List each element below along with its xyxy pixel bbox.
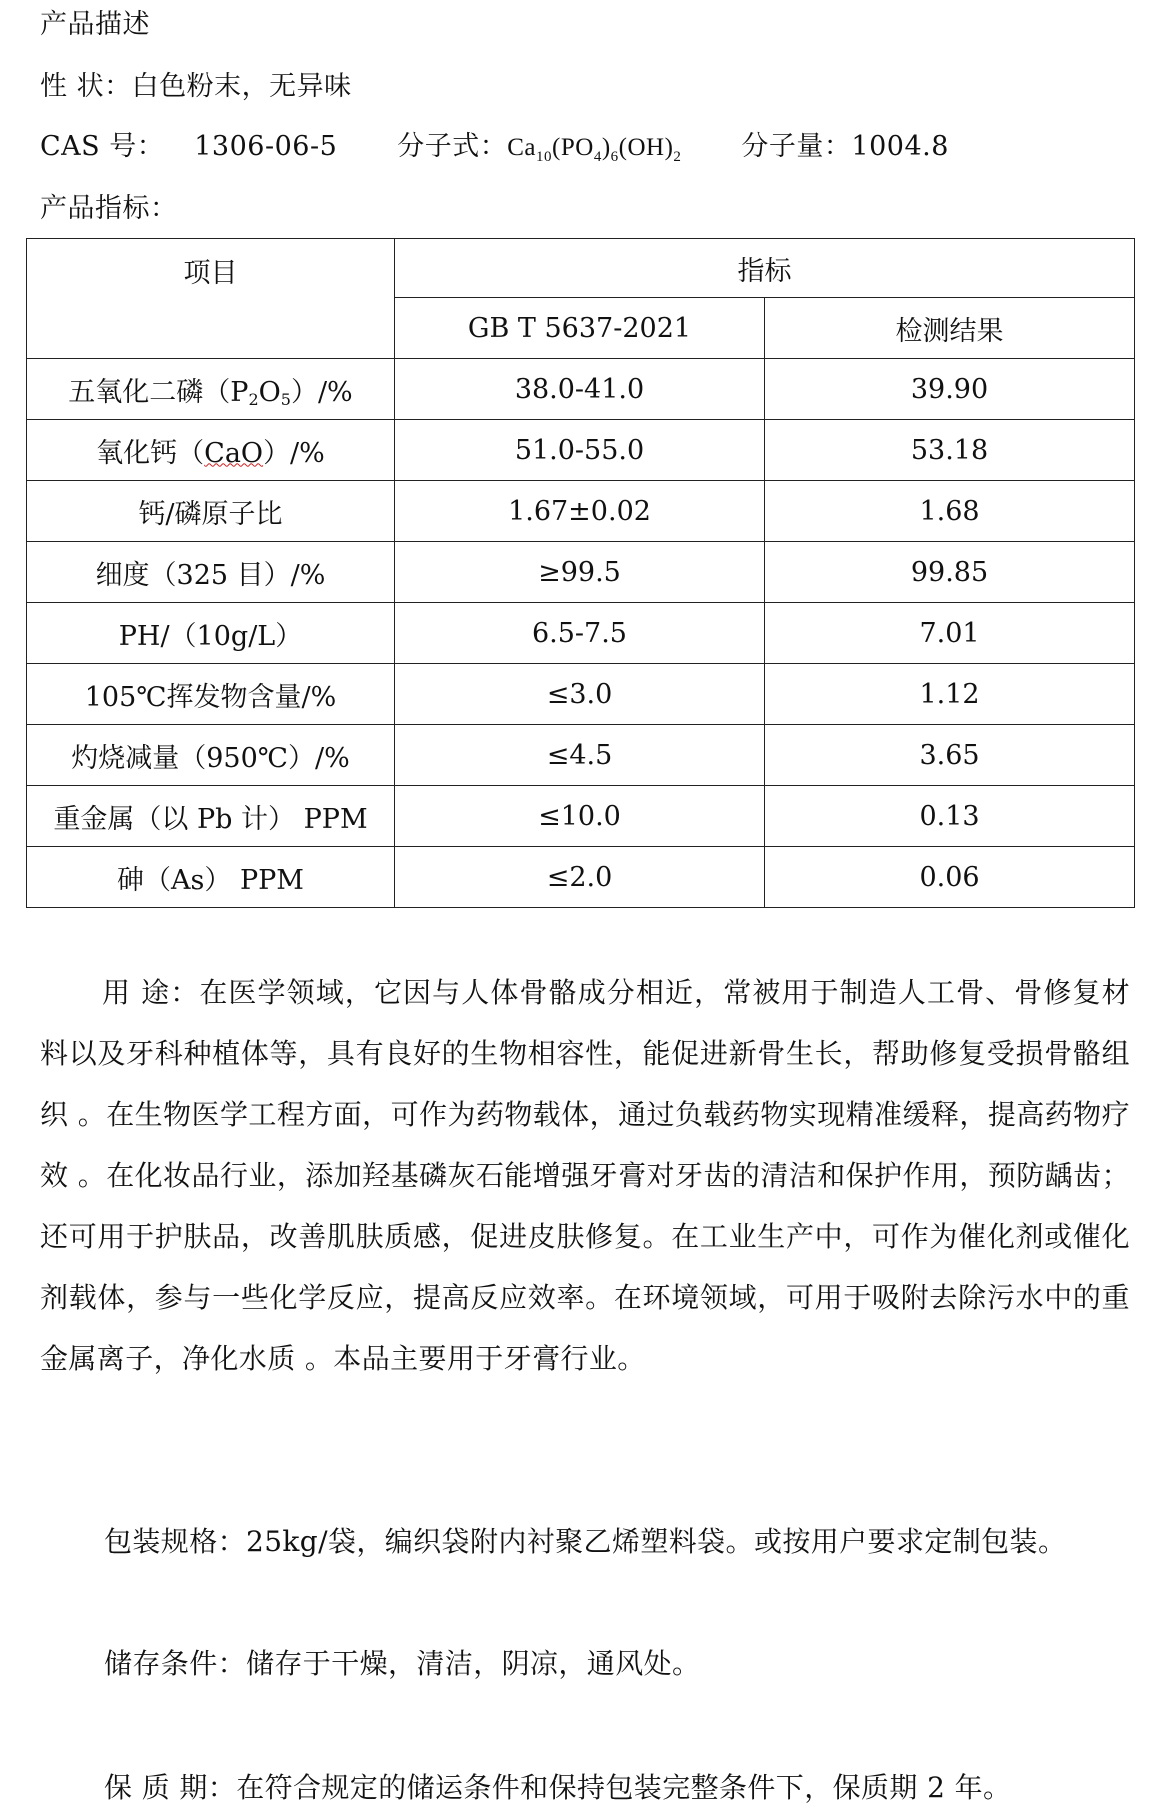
table-row — [27, 603, 1135, 664]
table-row — [27, 725, 1135, 786]
cas-value: 1306-06-5 — [194, 131, 338, 162]
mw-value: 1004.8 — [851, 131, 949, 162]
table-row — [27, 847, 1135, 908]
row-result: 39.90 — [765, 359, 1135, 420]
row-item: PH/（10g/L） — [27, 603, 395, 664]
row-result: 1.12 — [765, 664, 1135, 725]
packaging-line: 包装规格：25kg/袋，编织袋附内衬聚乙烯塑料袋。或按用户要求定制包装。 — [104, 1525, 1067, 1558]
row-item: 钙/磷原子比 — [27, 481, 395, 542]
section-title: 产品描述 — [40, 9, 150, 40]
row-standard: 38.0-41.0 — [395, 359, 765, 420]
row-result: 7.01 — [765, 603, 1135, 664]
row-standard: ≤3.0 — [395, 664, 765, 725]
header-standard: GB T 5637-2021 — [395, 298, 765, 359]
cas-label: CAS 号： — [40, 131, 165, 162]
row-standard: ≤2.0 — [395, 847, 765, 908]
table-row — [27, 542, 1135, 603]
row-item: 重金属（以 Pb 计） PPM — [27, 786, 395, 847]
row-result: 3.65 — [765, 725, 1135, 786]
shelf-life-line: 保 质 期：在符合规定的储运条件和保持包装完整条件下，保质期 2 年。 — [104, 1771, 1012, 1804]
row-standard: ≥99.5 — [395, 542, 765, 603]
row-standard: 1.67±0.02 — [395, 481, 765, 542]
header-index: 指标 — [395, 239, 1135, 298]
row-result: 0.13 — [765, 786, 1135, 847]
molecular-formula: $Ca_{10}(PO_4)_6(OH)_2$ — [507, 134, 682, 165]
row-item: 五氧化二磷$(P_2O_5)/\%$ — [27, 359, 395, 420]
row-result: 99.85 — [765, 542, 1135, 603]
row-result: 53.18 — [765, 420, 1135, 481]
table-row — [27, 664, 1135, 725]
identity-line — [40, 130, 949, 174]
row-standard: 6.5-7.5 — [395, 603, 765, 664]
row-item: 氧化钙（CaO）/% — [27, 420, 395, 481]
row-result: 0.06 — [765, 847, 1135, 908]
row-standard: ≤4.5 — [395, 725, 765, 786]
header-item: 项目 — [27, 239, 395, 359]
table-row — [27, 420, 1135, 481]
header-result: 检测结果 — [765, 298, 1135, 359]
table-row — [27, 786, 1135, 847]
table-row — [27, 359, 1135, 420]
row-item: 砷（As） PPM — [27, 847, 395, 908]
row-standard: 51.0-55.0 — [395, 420, 765, 481]
table-row — [27, 481, 1135, 542]
row-standard: ≤10.0 — [395, 786, 765, 847]
spec-table — [26, 238, 1135, 908]
row-item: 灼烧减量（950℃）/% — [27, 725, 395, 786]
mw-label: 分子量： — [741, 131, 852, 162]
row-result: 1.68 — [765, 481, 1135, 542]
formula-label: 分子式： — [397, 131, 508, 162]
storage-line: 储存条件：储存于干燥，清洁，阴凉，通风处。 — [104, 1647, 701, 1680]
usage-paragraph: 用 途：在医学领域，它因与人体骨骼成分相近，常被用于制造人工骨、骨修复材料以及牙科种植体等，具有良好的生物相容性，能促进新骨生长，帮助修复受损骨骼组织 。在生物医学工程方面，可作为药物载体，通过负载药物实现精准缓释，提高药物疗效 。在化妆品行业，添加羟基磷灰石能增强牙膏对牙齿的清洁和保护作用，预防龋齿；还可用于护肤品，改善肌肤质感，促进皮肤修复。在工业生产中，可作为催化剂或催化剂载体，参与一些化学反应，提高反应效率。在环境领域，可用于吸附去除污水中的重金属离子，净化水质 。本品主要用于牙膏行业。 — [40, 976, 1130, 1375]
row-item: 105℃挥发物含量/% — [27, 664, 395, 725]
row-item: 细度（325 目）/% — [27, 542, 395, 603]
appearance-line: 性 状：白色粉末，无异味 — [40, 71, 352, 102]
spec-title: 产品指标： — [40, 193, 178, 224]
